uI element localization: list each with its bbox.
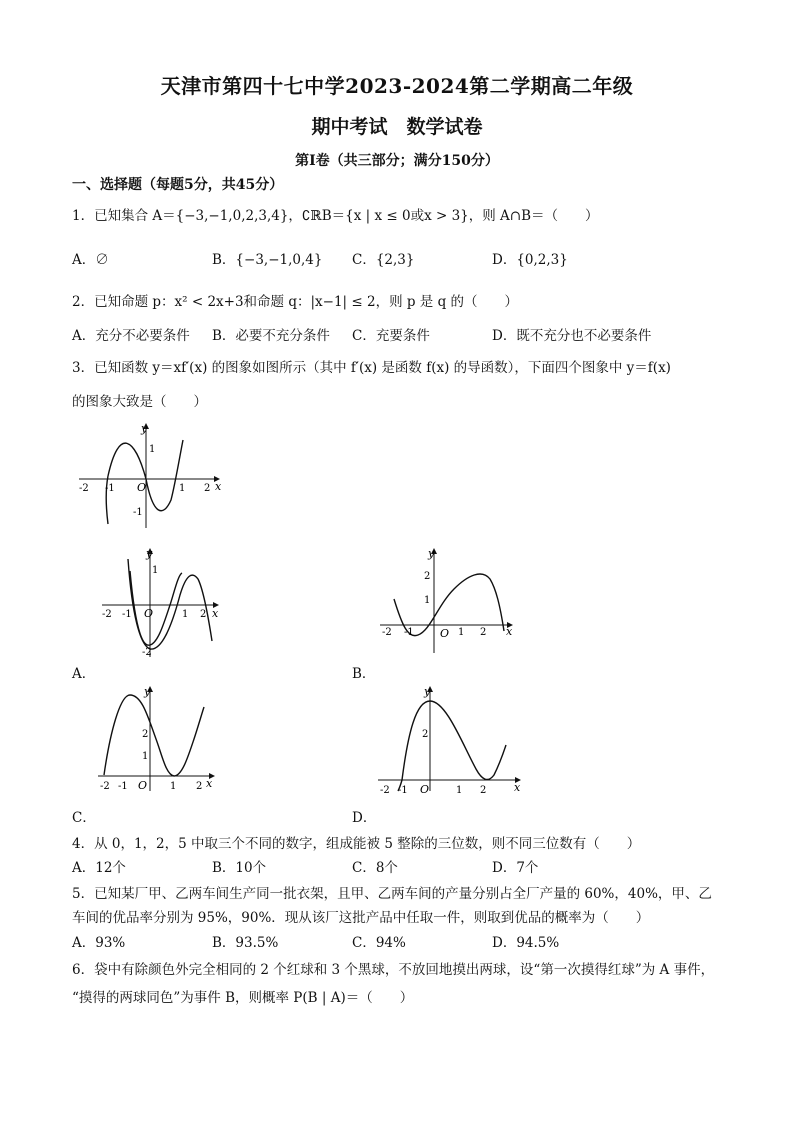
q5-option-c: C．94% xyxy=(352,935,406,951)
q5-stem-line2: 车间的优品率分别为 95%，90%．现从该厂这批产品中任取一件，则取到优品的概率为（ ） xyxy=(72,910,650,926)
tick: 2 xyxy=(142,729,149,740)
tick: 1 xyxy=(170,781,177,792)
tick: 1 xyxy=(182,609,189,620)
axis-x: x xyxy=(215,480,222,493)
q1-stem: 1．已知集合 A＝{−3,−1,0,2,3,4}，∁ℝB＝{x | x ≤ 0或x > 3}，则 A∩B＝（ ） xyxy=(72,208,599,224)
tick: -1 xyxy=(105,483,115,494)
q3-label-c: C． xyxy=(72,810,96,826)
axis-x: x xyxy=(206,777,213,790)
q1-option-a: A．∅ xyxy=(72,252,109,268)
tick: 2 xyxy=(480,785,487,793)
tick: 2 xyxy=(204,483,211,494)
tick: 1 xyxy=(179,483,186,494)
tick: 1 xyxy=(458,627,465,638)
origin: O xyxy=(137,481,147,494)
tick: 2 xyxy=(424,571,431,582)
tick: -1 xyxy=(133,507,143,518)
q6-stem-line2: “摸得的两球同色”为事件 B，则概率 P(B | A)＝（ ） xyxy=(72,990,414,1006)
q3-main-graph xyxy=(75,420,225,530)
q2-stem: 2．已知命题 p：x² < 2x+3和命题 q：|x−1| ≤ 2，则 p 是 q 的（ ） xyxy=(72,294,519,310)
tick: 1 xyxy=(142,751,149,762)
q3-label-a: A． xyxy=(72,666,96,682)
tick: -2 xyxy=(100,781,110,792)
q5-option-d: D．94.5% xyxy=(492,935,560,951)
tick: 1 xyxy=(149,444,156,455)
q1-option-c: C．{2,3} xyxy=(352,252,415,268)
tick: -2 xyxy=(142,647,152,658)
exam-subtitle: 期中考试 数学试卷 xyxy=(311,116,483,138)
q5-option-b: B．93.5% xyxy=(212,935,279,951)
origin: O xyxy=(420,783,430,793)
axis-y: y xyxy=(146,547,153,560)
axis-y: y xyxy=(424,685,431,698)
origin: O xyxy=(440,627,450,640)
tick: 2 xyxy=(422,729,429,740)
axis-y: y xyxy=(428,547,435,560)
axis-x: x xyxy=(514,781,521,793)
q4-option-a: A．12个 xyxy=(72,860,126,876)
q3-graph-d xyxy=(376,683,526,793)
q4-option-d: D．7个 xyxy=(492,860,539,876)
q6-stem-line1: 6．袋中有除颜色外完全相同的 2 个红球和 3 个黑球，不放回地摸出两球，设“第一次摸得红球”为 A 事件， xyxy=(72,962,715,978)
tick: 1 xyxy=(424,595,431,606)
q4-option-b: B．10个 xyxy=(212,860,267,876)
q3-graph-b xyxy=(378,545,518,655)
q2-option-d: D．既不充分也不必要条件 xyxy=(492,328,652,344)
q5-option-a: A．93% xyxy=(72,935,126,951)
q2-option-c: C．充要条件 xyxy=(352,328,430,344)
q3-label-d: D． xyxy=(352,810,377,826)
tick: -1 xyxy=(122,609,132,620)
q3-graph-c xyxy=(96,683,221,793)
q3-stem-line1: 3．已知函数 y＝xf′(x) 的图象如图所示（其中 f′(x) 是函数 f(x) 的导函数），下面四个图象中 y＝f(x) xyxy=(72,360,671,376)
origin: O xyxy=(144,607,154,620)
q5-stem-line1: 5．已知某厂甲、乙两车间生产同一批衣架，且甲、乙两车间的产量分别占全厂产量的 60%，40%，甲、乙 xyxy=(72,886,712,902)
tick: -1 xyxy=(398,785,408,793)
tick: 2 xyxy=(200,609,207,620)
axis-y: y xyxy=(144,685,151,698)
tick: -1 xyxy=(404,627,414,638)
q3-graph-a xyxy=(100,545,225,660)
tick: 1 xyxy=(456,785,463,793)
tick: 1 xyxy=(152,565,159,576)
tick: -2 xyxy=(79,483,89,494)
tick: 2 xyxy=(480,627,487,638)
part-heading: 第Ⅰ卷（共三部分；满分150分） xyxy=(295,153,499,169)
q2-option-a: A．充分不必要条件 xyxy=(72,328,190,344)
q1-option-b: B．{−3,−1,0,4} xyxy=(212,252,323,268)
q4-option-c: C．8个 xyxy=(352,860,398,876)
origin: O xyxy=(138,779,148,792)
q3-label-b: B． xyxy=(352,666,376,682)
tick: 2 xyxy=(196,781,203,792)
axis-y: y xyxy=(141,422,148,435)
tick: -2 xyxy=(382,627,392,638)
exam-title: 天津市第四十七中学2023-2024第二学期高二年级 xyxy=(160,74,634,98)
axis-x: x xyxy=(212,607,219,620)
tick: -1 xyxy=(118,781,128,792)
q2-option-b: B．必要不充分条件 xyxy=(212,328,330,344)
q1-option-d: D．{0,2,3} xyxy=(492,252,568,268)
q3-stem-line2: 的图象大致是（ ） xyxy=(72,394,207,410)
tick: -2 xyxy=(102,609,112,620)
axis-x: x xyxy=(506,625,513,638)
q4-stem: 4．从 0，1，2，5 中取三个不同的数字，组成能被 5 整除的三位数，则不同三位数有（ ） xyxy=(72,836,641,852)
tick: -2 xyxy=(380,785,390,793)
section-heading: 一、选择题（每题5分，共45分） xyxy=(72,177,284,193)
